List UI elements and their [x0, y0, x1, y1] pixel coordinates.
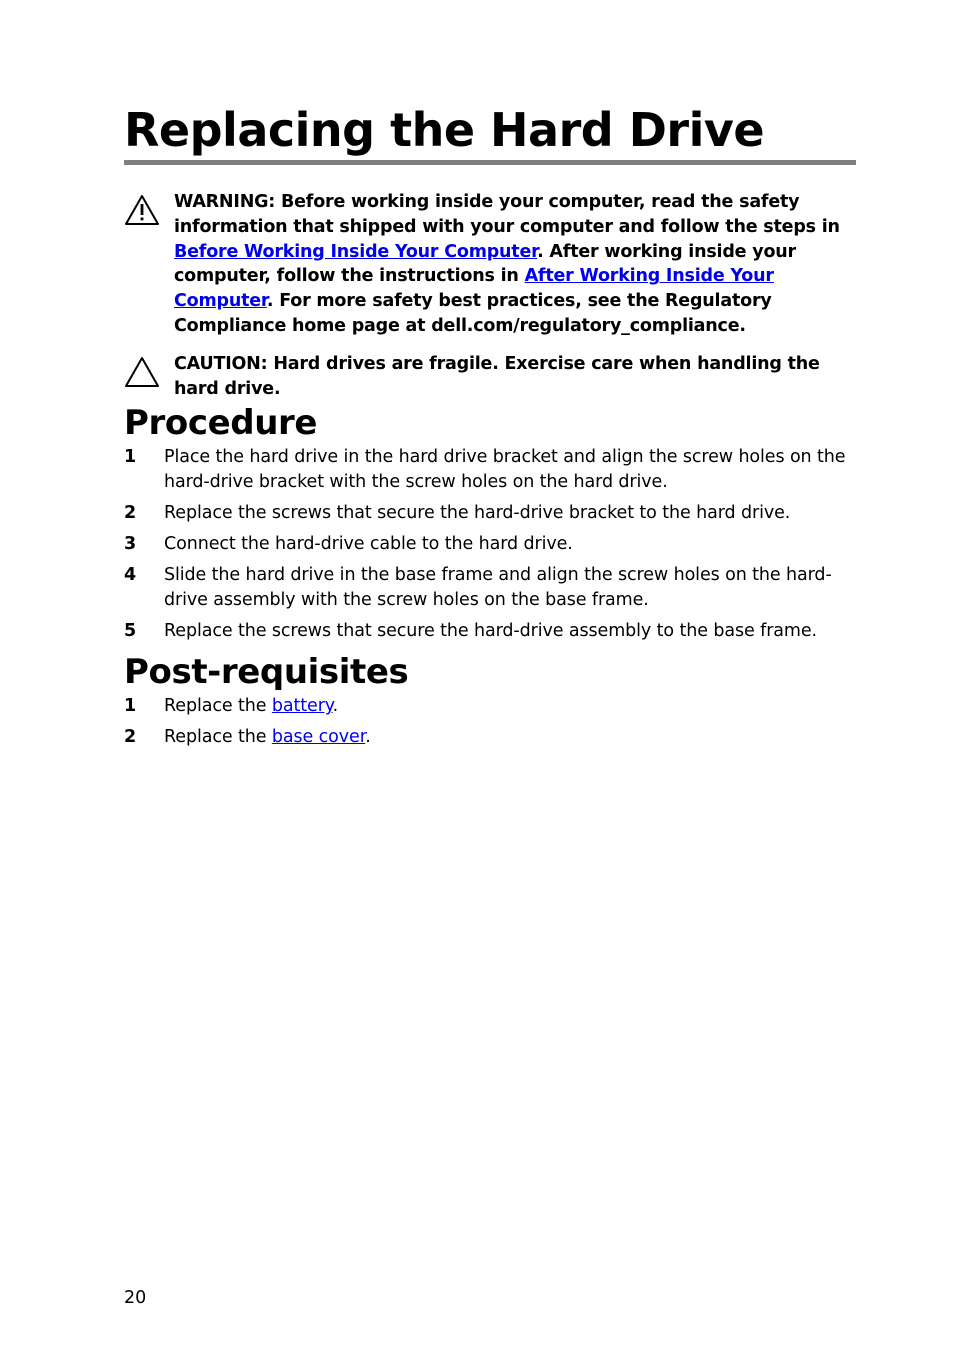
caution-text: CAUTION: Hard drives are fragile. Exercise care when handling the hard drive.	[174, 353, 820, 399]
step-text: Slide the hard drive in the base frame and align the screw holes on the hard-drive assembly with the screw holes on the base frame.	[164, 565, 832, 611]
step-text: Replace the screws that secure the hard-drive bracket to the hard drive.	[164, 503, 791, 524]
warning-text-1: WARNING: Before working inside your computer, read the safety information that shipped with your computer and follow the steps in	[174, 192, 840, 237]
step-number: 5	[124, 621, 137, 642]
step-prefix: Replace the	[164, 696, 272, 717]
procedure-heading: Procedure	[124, 403, 318, 444]
step-number: 1	[124, 696, 137, 717]
before-working-link[interactable]: Before Working Inside Your Computer	[174, 241, 538, 262]
warning-text-2: . After working inside your computer, follow the instructions in	[174, 241, 796, 287]
battery-link[interactable]: battery	[271, 696, 333, 717]
procedure-step-3	[124, 532, 856, 557]
step-number: 2	[124, 503, 137, 524]
after-working-link[interactable]: After Working Inside Your Computer	[174, 266, 774, 312]
warning-triangle-icon	[124, 194, 160, 226]
title-underline-rule	[124, 160, 856, 165]
step-prefix: Replace the	[164, 727, 272, 748]
step-number: 4	[124, 565, 137, 586]
step-number: 1	[124, 447, 137, 468]
step-text: Connect the hard-drive cable to the hard drive.	[164, 534, 573, 555]
post-requisites-heading: Post-requisites	[124, 652, 409, 693]
caution-notice	[124, 352, 856, 402]
warning-notice	[124, 190, 856, 339]
post-requisites-list	[124, 694, 856, 750]
procedure-step-4	[124, 563, 856, 613]
procedure-step-5	[124, 619, 856, 644]
page-number: 20	[124, 1288, 147, 1308]
step-number: 2	[124, 727, 137, 748]
step-text: Place the hard drive in the hard drive bracket and align the screw holes on the hard-drive bracket with the screw holes on the hard drive.	[164, 447, 846, 493]
base-cover-link[interactable]: base cover	[271, 727, 366, 748]
page-content	[124, 100, 856, 756]
post-step-2	[124, 725, 856, 750]
step-text: Replace the screws that secure the hard-drive assembly to the base frame.	[164, 621, 817, 642]
step-number: 3	[124, 534, 137, 555]
step-suffix: .	[365, 727, 371, 748]
warning-text-3: . For more safety best practices, see the Regulatory Compliance home page at dell.com/regulatory_compliance.	[174, 291, 772, 336]
page-title: Replacing the Hard Drive	[124, 103, 765, 157]
post-step-1	[124, 694, 856, 719]
procedure-step-2	[124, 501, 856, 526]
caution-triangle-icon	[124, 356, 160, 388]
procedure-list	[124, 445, 856, 644]
procedure-step-1	[124, 445, 856, 495]
step-suffix: .	[332, 696, 339, 717]
